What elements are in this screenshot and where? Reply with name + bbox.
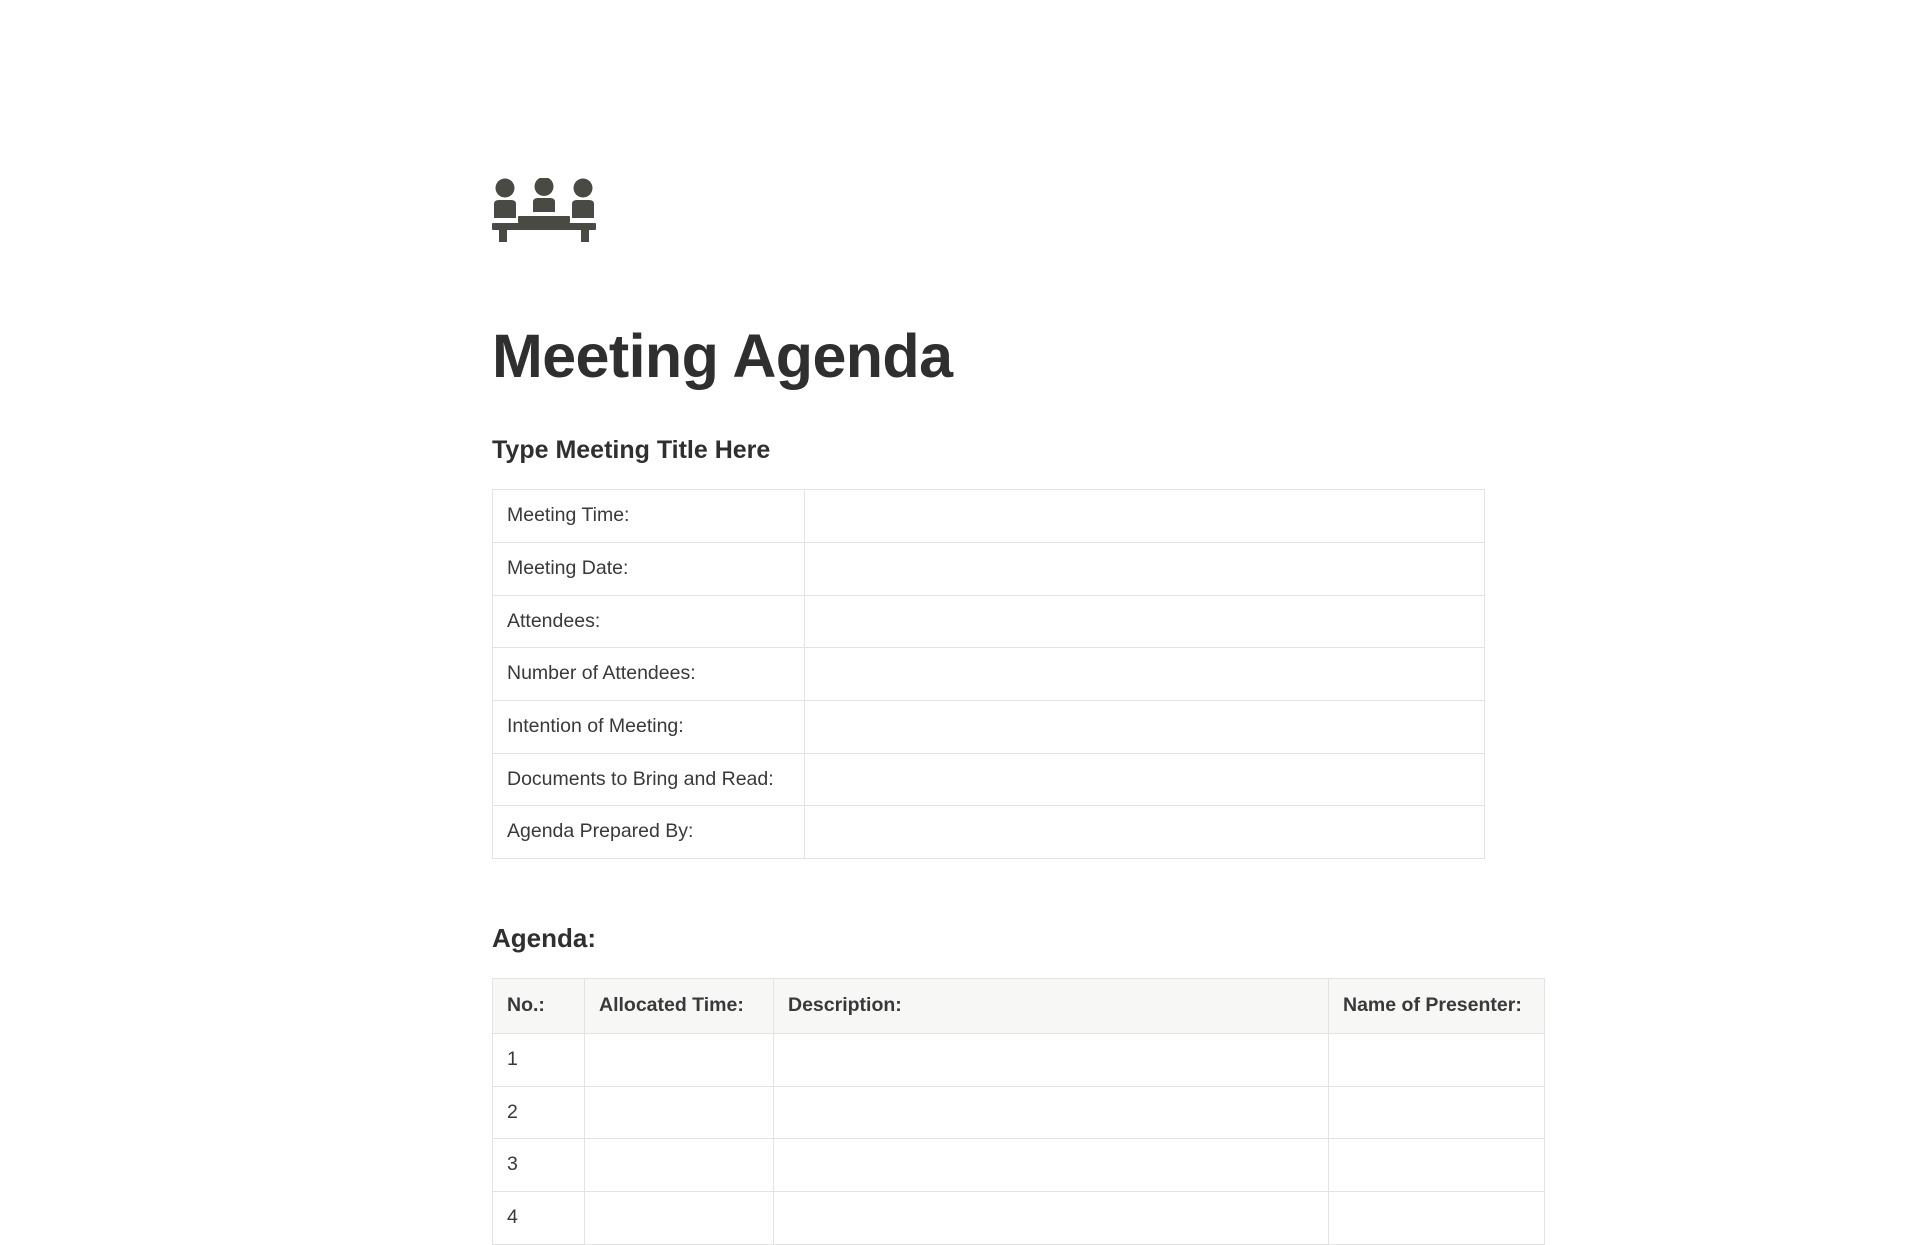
table-row (493, 490, 1485, 543)
info-value-intention-of-meeting[interactable] (805, 700, 1485, 753)
page-title: Meeting Agenda (492, 322, 953, 390)
table-row (493, 1033, 1545, 1086)
agenda-header-allocated-time: Allocated Time: (585, 979, 774, 1034)
agenda-cell-description-2[interactable] (774, 1086, 1329, 1139)
table-row (493, 806, 1485, 859)
table-row (493, 648, 1485, 701)
agenda-cell-presenter-1[interactable] (1329, 1033, 1545, 1086)
info-label-intention-of-meeting: Intention of Meeting: (493, 700, 805, 753)
agenda-cell-time-3[interactable] (585, 1139, 774, 1192)
info-label-documents-to-bring: Documents to Bring and Read: (493, 753, 805, 806)
info-label-meeting-date: Meeting Date: (493, 542, 805, 595)
agenda-cell-presenter-2[interactable] (1329, 1086, 1545, 1139)
info-label-attendees: Attendees: (493, 595, 805, 648)
agenda-cell-no-1: 1 (493, 1033, 585, 1086)
agenda-heading: Agenda: (492, 923, 596, 954)
info-value-meeting-time[interactable] (805, 490, 1485, 543)
agenda-header-description: Description: (774, 979, 1329, 1034)
agenda-cell-presenter-3[interactable] (1329, 1139, 1545, 1192)
info-value-documents-to-bring[interactable] (805, 753, 1485, 806)
agenda-cell-description-3[interactable] (774, 1139, 1329, 1192)
table-row (493, 1139, 1545, 1192)
meeting-info-table (492, 489, 1485, 859)
agenda-cell-no-2: 2 (493, 1086, 585, 1139)
info-label-meeting-time: Meeting Time: (493, 490, 805, 543)
agenda-cell-no-4: 4 (493, 1192, 585, 1245)
agenda-header-no: No.: (493, 979, 585, 1034)
info-value-meeting-date[interactable] (805, 542, 1485, 595)
table-row (493, 700, 1485, 753)
agenda-cell-description-1[interactable] (774, 1033, 1329, 1086)
info-value-number-of-attendees[interactable] (805, 648, 1485, 701)
agenda-cell-time-1[interactable] (585, 1033, 774, 1086)
agenda-table (492, 978, 1545, 1245)
info-value-attendees[interactable] (805, 595, 1485, 648)
info-label-number-of-attendees: Number of Attendees: (493, 648, 805, 701)
info-label-agenda-prepared-by: Agenda Prepared By: (493, 806, 805, 859)
agenda-cell-time-2[interactable] (585, 1086, 774, 1139)
table-header-row (493, 979, 1545, 1034)
agenda-header-presenter: Name of Presenter: (1329, 979, 1545, 1034)
table-row (493, 753, 1485, 806)
table-row (493, 595, 1485, 648)
meeting-title-placeholder[interactable]: Type Meeting Title Here (492, 436, 771, 465)
table-row (493, 542, 1485, 595)
meeting-people-icon (492, 178, 596, 242)
info-value-agenda-prepared-by[interactable] (805, 806, 1485, 859)
table-row (493, 1086, 1545, 1139)
agenda-cell-no-3: 3 (493, 1139, 585, 1192)
